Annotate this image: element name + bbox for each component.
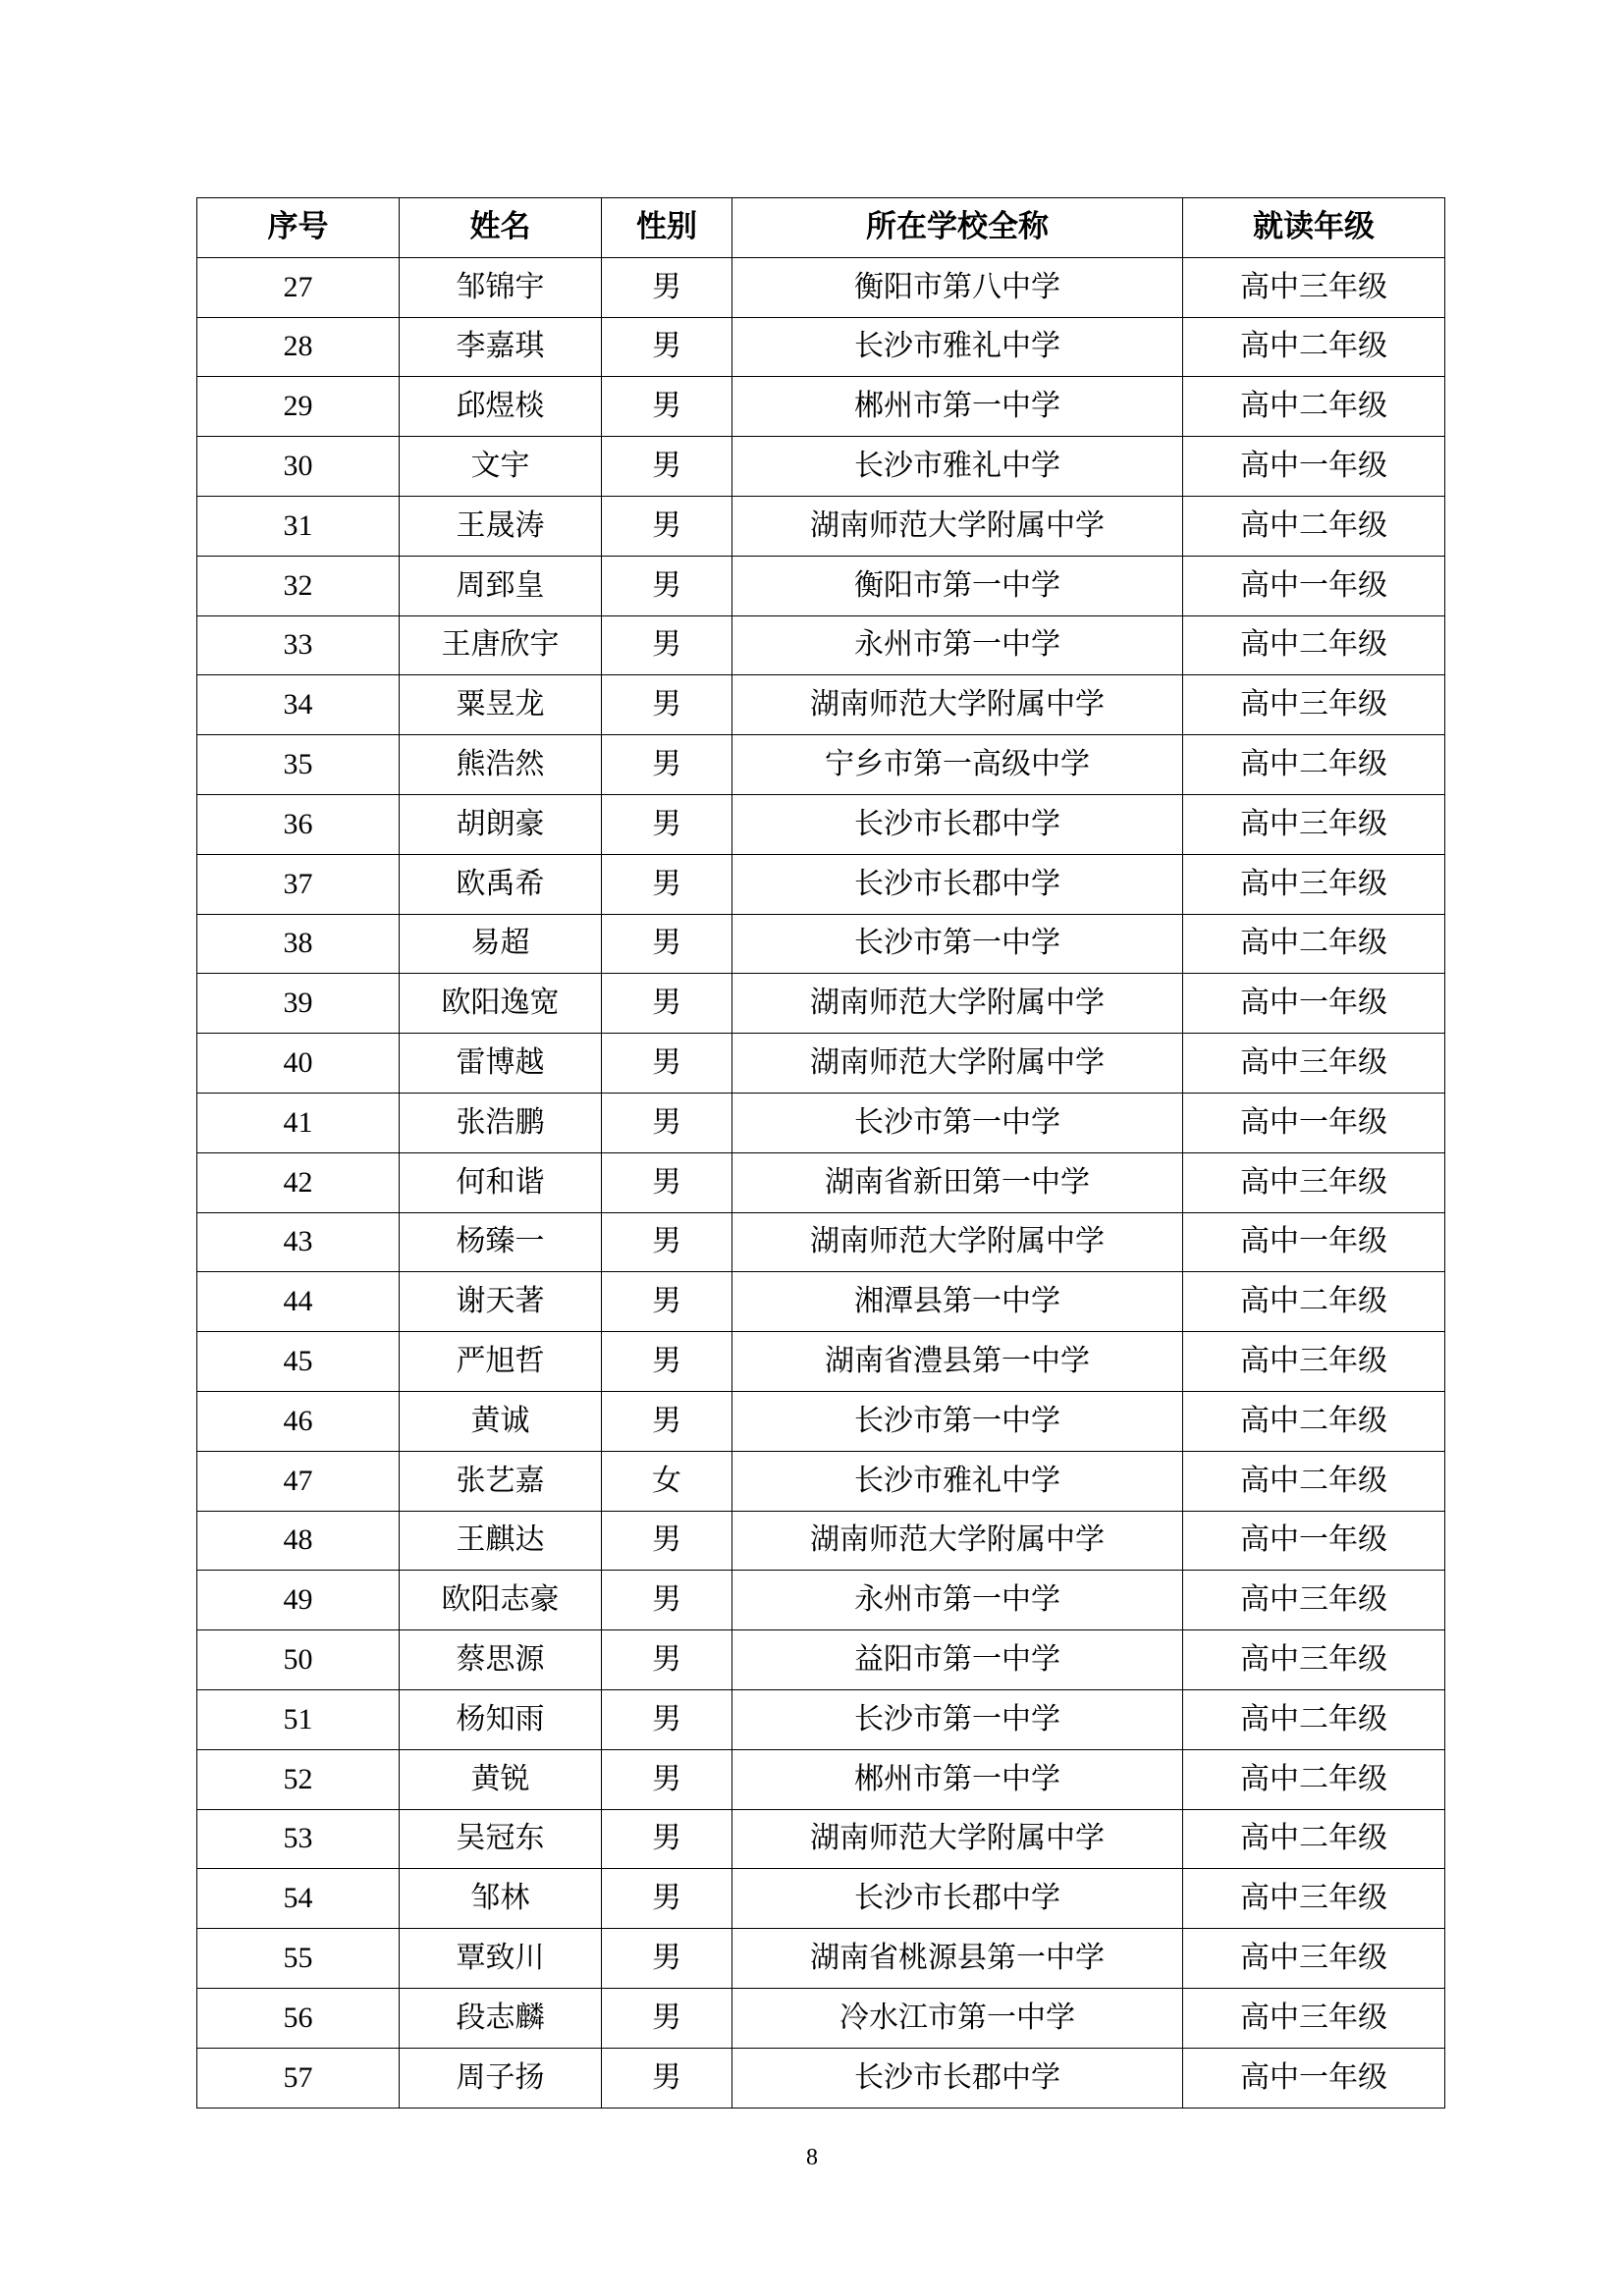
header-gender: 性别 <box>602 198 732 258</box>
cell-name: 杨知雨 <box>400 1689 602 1749</box>
cell-seq: 28 <box>197 317 400 377</box>
cell-gender: 男 <box>602 615 732 675</box>
cell-name: 熊浩然 <box>400 735 602 795</box>
cell-seq: 54 <box>197 1869 400 1929</box>
cell-name: 严旭哲 <box>400 1332 602 1392</box>
cell-school: 长沙市第一中学 <box>732 1689 1183 1749</box>
cell-gender: 男 <box>602 496 732 556</box>
cell-gender: 男 <box>602 794 732 854</box>
cell-gender: 男 <box>602 1630 732 1690</box>
cell-gender: 男 <box>602 1093 732 1152</box>
cell-name: 王麒达 <box>400 1511 602 1571</box>
cell-seq: 57 <box>197 2048 400 2108</box>
cell-school: 宁乡市第一高级中学 <box>732 735 1183 795</box>
header-grade: 就读年级 <box>1183 198 1445 258</box>
cell-gender: 男 <box>602 1988 732 2048</box>
cell-school: 长沙市雅礼中学 <box>732 437 1183 497</box>
cell-name: 欧阳志豪 <box>400 1571 602 1630</box>
cell-school: 湖南师范大学附属中学 <box>732 496 1183 556</box>
cell-school: 长沙市第一中学 <box>732 1093 1183 1152</box>
cell-school: 衡阳市第八中学 <box>732 257 1183 317</box>
cell-gender: 男 <box>602 1152 732 1212</box>
cell-grade: 高中三年级 <box>1183 675 1445 735</box>
cell-seq: 56 <box>197 1988 400 2048</box>
cell-school: 益阳市第一中学 <box>732 1630 1183 1690</box>
cell-name: 欧阳逸宽 <box>400 974 602 1034</box>
cell-grade: 高中三年级 <box>1183 1332 1445 1392</box>
cell-grade: 高中三年级 <box>1183 854 1445 914</box>
cell-gender: 男 <box>602 1272 732 1332</box>
cell-grade: 高中三年级 <box>1183 1929 1445 1989</box>
cell-seq: 27 <box>197 257 400 317</box>
cell-seq: 33 <box>197 615 400 675</box>
table-row <box>197 2048 1445 2108</box>
cell-seq: 43 <box>197 1212 400 1272</box>
cell-gender: 男 <box>602 735 732 795</box>
cell-gender: 男 <box>602 1689 732 1749</box>
table-row <box>197 1511 1445 1571</box>
cell-gender: 男 <box>602 1869 732 1929</box>
cell-grade: 高中二年级 <box>1183 1689 1445 1749</box>
cell-gender: 男 <box>602 1749 732 1809</box>
table-row <box>197 1451 1445 1511</box>
cell-school: 湖南师范大学附属中学 <box>732 675 1183 735</box>
table-row <box>197 496 1445 556</box>
cell-name: 邹锦宇 <box>400 257 602 317</box>
page-number: 8 <box>806 2145 818 2170</box>
table-row <box>197 1212 1445 1272</box>
cell-grade: 高中三年级 <box>1183 1571 1445 1630</box>
cell-seq: 48 <box>197 1511 400 1571</box>
cell-grade: 高中三年级 <box>1183 1988 1445 2048</box>
table-row <box>197 794 1445 854</box>
cell-seq: 40 <box>197 1034 400 1094</box>
cell-seq: 29 <box>197 377 400 437</box>
cell-seq: 45 <box>197 1332 400 1392</box>
cell-school: 郴州市第一中学 <box>732 377 1183 437</box>
cell-grade: 高中三年级 <box>1183 794 1445 854</box>
cell-grade: 高中二年级 <box>1183 735 1445 795</box>
cell-grade: 高中二年级 <box>1183 1391 1445 1451</box>
table-row <box>197 1571 1445 1630</box>
cell-school: 郴州市第一中学 <box>732 1749 1183 1809</box>
cell-gender: 男 <box>602 257 732 317</box>
cell-seq: 51 <box>197 1689 400 1749</box>
cell-grade: 高中一年级 <box>1183 556 1445 615</box>
cell-seq: 49 <box>197 1571 400 1630</box>
cell-grade: 高中三年级 <box>1183 1152 1445 1212</box>
cell-name: 王唐欣宇 <box>400 615 602 675</box>
table-row <box>197 1093 1445 1152</box>
student-roster-table <box>196 197 1445 2109</box>
cell-gender: 男 <box>602 1809 732 1869</box>
cell-name: 张艺嘉 <box>400 1451 602 1511</box>
cell-gender: 男 <box>602 1034 732 1094</box>
cell-name: 黄诚 <box>400 1391 602 1451</box>
table-row <box>197 1391 1445 1451</box>
cell-school: 湖南师范大学附属中学 <box>732 1034 1183 1094</box>
cell-gender: 男 <box>602 1929 732 1989</box>
cell-grade: 高中二年级 <box>1183 496 1445 556</box>
cell-grade: 高中二年级 <box>1183 914 1445 974</box>
header-row <box>197 198 1445 258</box>
table-row <box>197 1272 1445 1332</box>
cell-school: 长沙市长郡中学 <box>732 2048 1183 2108</box>
cell-school: 长沙市长郡中学 <box>732 1869 1183 1929</box>
table-row <box>197 1809 1445 1869</box>
cell-grade: 高中二年级 <box>1183 1809 1445 1869</box>
cell-name: 王晟涛 <box>400 496 602 556</box>
cell-grade: 高中一年级 <box>1183 2048 1445 2108</box>
cell-gender: 男 <box>602 556 732 615</box>
cell-grade: 高中三年级 <box>1183 257 1445 317</box>
cell-gender: 男 <box>602 377 732 437</box>
cell-grade: 高中二年级 <box>1183 317 1445 377</box>
table-row <box>197 437 1445 497</box>
table-row <box>197 1689 1445 1749</box>
cell-grade: 高中三年级 <box>1183 1869 1445 1929</box>
table-row <box>197 615 1445 675</box>
cell-seq: 39 <box>197 974 400 1034</box>
cell-gender: 男 <box>602 854 732 914</box>
cell-name: 邱煜棪 <box>400 377 602 437</box>
cell-name: 胡朗豪 <box>400 794 602 854</box>
cell-grade: 高中二年级 <box>1183 615 1445 675</box>
table-row <box>197 1749 1445 1809</box>
table-row <box>197 914 1445 974</box>
cell-name: 雷博越 <box>400 1034 602 1094</box>
cell-seq: 34 <box>197 675 400 735</box>
cell-seq: 32 <box>197 556 400 615</box>
cell-seq: 42 <box>197 1152 400 1212</box>
cell-grade: 高中二年级 <box>1183 1749 1445 1809</box>
cell-school: 湘潭县第一中学 <box>732 1272 1183 1332</box>
cell-name: 覃致川 <box>400 1929 602 1989</box>
cell-name: 蔡思源 <box>400 1630 602 1690</box>
cell-name: 黄锐 <box>400 1749 602 1809</box>
cell-gender: 男 <box>602 974 732 1034</box>
cell-school: 长沙市第一中学 <box>732 1391 1183 1451</box>
cell-school: 湖南师范大学附属中学 <box>732 1212 1183 1272</box>
cell-school: 长沙市第一中学 <box>732 914 1183 974</box>
cell-school: 长沙市长郡中学 <box>732 794 1183 854</box>
table-row <box>197 1034 1445 1094</box>
cell-school: 长沙市雅礼中学 <box>732 1451 1183 1511</box>
table-body <box>197 257 1445 2108</box>
cell-name: 段志麟 <box>400 1988 602 2048</box>
cell-grade: 高中二年级 <box>1183 377 1445 437</box>
table-row <box>197 675 1445 735</box>
cell-gender: 女 <box>602 1451 732 1511</box>
cell-seq: 35 <box>197 735 400 795</box>
cell-grade: 高中二年级 <box>1183 1451 1445 1511</box>
cell-seq: 47 <box>197 1451 400 1511</box>
table-row <box>197 1929 1445 1989</box>
cell-grade: 高中三年级 <box>1183 1630 1445 1690</box>
table-row <box>197 1988 1445 2048</box>
cell-grade: 高中二年级 <box>1183 1272 1445 1332</box>
cell-gender: 男 <box>602 1571 732 1630</box>
cell-seq: 37 <box>197 854 400 914</box>
cell-name: 张浩鹏 <box>400 1093 602 1152</box>
cell-grade: 高中一年级 <box>1183 1511 1445 1571</box>
cell-school: 湖南省澧县第一中学 <box>732 1332 1183 1392</box>
cell-name: 何和谐 <box>400 1152 602 1212</box>
cell-seq: 31 <box>197 496 400 556</box>
cell-gender: 男 <box>602 1332 732 1392</box>
table-row <box>197 974 1445 1034</box>
cell-school: 湖南师范大学附属中学 <box>732 1809 1183 1869</box>
table-row <box>197 257 1445 317</box>
cell-gender: 男 <box>602 2048 732 2108</box>
cell-gender: 男 <box>602 1511 732 1571</box>
table-row <box>197 854 1445 914</box>
cell-school: 湖南师范大学附属中学 <box>732 974 1183 1034</box>
table-row <box>197 1152 1445 1212</box>
cell-grade: 高中一年级 <box>1183 1093 1445 1152</box>
cell-seq: 55 <box>197 1929 400 1989</box>
table-header <box>197 198 1445 258</box>
cell-grade: 高中一年级 <box>1183 437 1445 497</box>
cell-seq: 44 <box>197 1272 400 1332</box>
cell-seq: 36 <box>197 794 400 854</box>
cell-seq: 38 <box>197 914 400 974</box>
cell-seq: 46 <box>197 1391 400 1451</box>
cell-school: 永州市第一中学 <box>732 1571 1183 1630</box>
cell-school: 湖南省新田第一中学 <box>732 1152 1183 1212</box>
table-row <box>197 1332 1445 1392</box>
cell-seq: 30 <box>197 437 400 497</box>
table-row <box>197 1869 1445 1929</box>
cell-seq: 41 <box>197 1093 400 1152</box>
cell-gender: 男 <box>602 317 732 377</box>
cell-name: 文宇 <box>400 437 602 497</box>
header-school: 所在学校全称 <box>732 198 1183 258</box>
cell-school: 长沙市长郡中学 <box>732 854 1183 914</box>
cell-school: 湖南师范大学附属中学 <box>732 1511 1183 1571</box>
cell-name: 杨臻一 <box>400 1212 602 1272</box>
cell-seq: 53 <box>197 1809 400 1869</box>
header-seq: 序号 <box>197 198 400 258</box>
table-row <box>197 317 1445 377</box>
cell-name: 粟昱龙 <box>400 675 602 735</box>
cell-gender: 男 <box>602 1212 732 1272</box>
table-row <box>197 556 1445 615</box>
header-name: 姓名 <box>400 198 602 258</box>
cell-name: 李嘉琪 <box>400 317 602 377</box>
table-row <box>197 735 1445 795</box>
cell-gender: 男 <box>602 1391 732 1451</box>
cell-school: 永州市第一中学 <box>732 615 1183 675</box>
table-row <box>197 1630 1445 1690</box>
cell-school: 衡阳市第一中学 <box>732 556 1183 615</box>
cell-name: 易超 <box>400 914 602 974</box>
cell-gender: 男 <box>602 437 732 497</box>
cell-grade: 高中三年级 <box>1183 1034 1445 1094</box>
cell-name: 周郅皇 <box>400 556 602 615</box>
cell-seq: 52 <box>197 1749 400 1809</box>
cell-name: 周子扬 <box>400 2048 602 2108</box>
cell-name: 谢天著 <box>400 1272 602 1332</box>
cell-name: 邹林 <box>400 1869 602 1929</box>
cell-school: 长沙市雅礼中学 <box>732 317 1183 377</box>
cell-school: 湖南省桃源县第一中学 <box>732 1929 1183 1989</box>
cell-gender: 男 <box>602 675 732 735</box>
cell-name: 吴冠东 <box>400 1809 602 1869</box>
cell-school: 冷水江市第一中学 <box>732 1988 1183 2048</box>
cell-seq: 50 <box>197 1630 400 1690</box>
cell-grade: 高中一年级 <box>1183 974 1445 1034</box>
cell-gender: 男 <box>602 914 732 974</box>
table-row <box>197 377 1445 437</box>
cell-name: 欧禹希 <box>400 854 602 914</box>
cell-grade: 高中一年级 <box>1183 1212 1445 1272</box>
